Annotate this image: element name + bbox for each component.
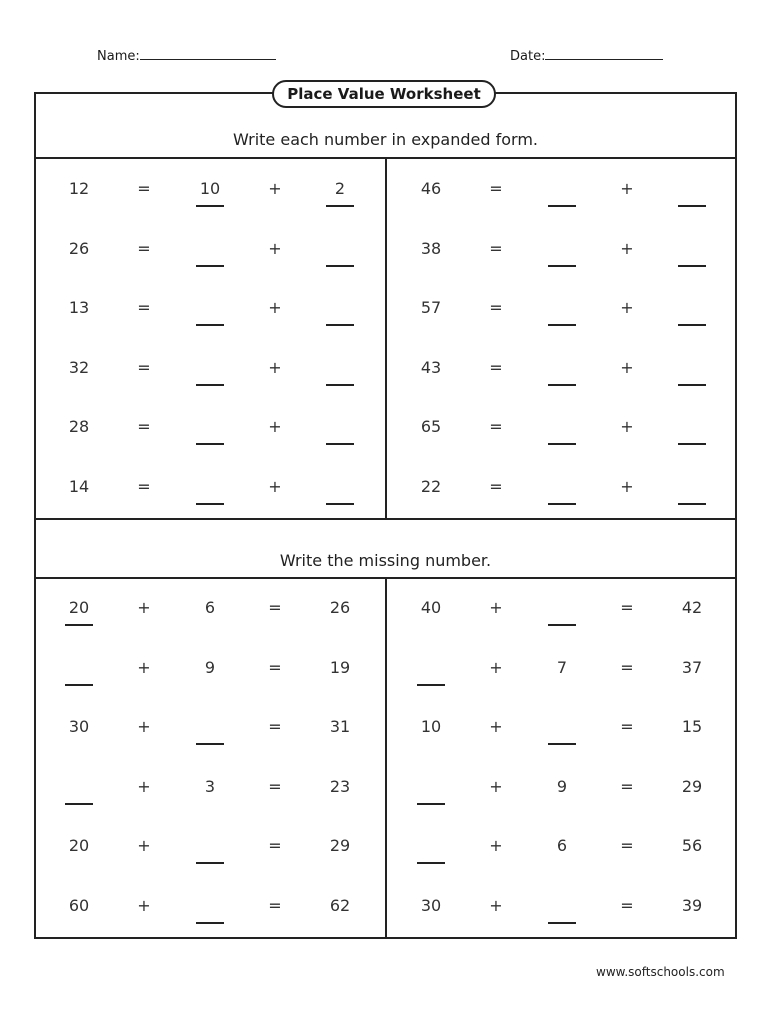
addend-first: 20: [68, 836, 90, 855]
equals-sign: =: [620, 657, 634, 677]
missing-number-row: [0, 836, 768, 876]
expanded-form-row: [0, 358, 768, 398]
equals-sign: =: [620, 717, 634, 736]
expanded-form-row: [0, 239, 768, 279]
equals-sign: =: [137, 476, 151, 496]
number-value: 57: [420, 298, 442, 317]
sum-value: 31: [329, 717, 351, 736]
plus-sign: +: [489, 836, 503, 855]
number-value: 38: [420, 238, 442, 258]
addend-first: 40: [420, 598, 442, 617]
equals-sign: =: [489, 238, 503, 258]
plus-sign: +: [268, 179, 282, 198]
date-field: [510, 46, 663, 64]
answer-blank[interactable]: [548, 503, 576, 505]
answer-blank[interactable]: [548, 624, 576, 626]
answer-blank[interactable]: [548, 205, 576, 207]
equals-sign: =: [620, 598, 634, 617]
equals-sign: =: [268, 717, 282, 736]
plus-sign: +: [137, 895, 151, 915]
equals-sign: =: [137, 238, 151, 258]
expanded-form-row: [0, 179, 768, 219]
addend-second: 3: [204, 776, 216, 796]
name-field: [97, 46, 276, 64]
addend-second: 6: [556, 836, 568, 855]
plus-sign: +: [137, 717, 151, 736]
answer-blank[interactable]: [548, 743, 576, 745]
sum-value: 42: [681, 598, 703, 617]
number-value: 32: [68, 357, 90, 377]
answer-blank[interactable]: [548, 384, 576, 386]
sum-value: 56: [681, 836, 703, 855]
equals-sign: =: [268, 836, 282, 855]
plus-sign: +: [620, 417, 634, 436]
date-label: Date:: [510, 49, 546, 64]
sum-value: 29: [329, 836, 351, 855]
expanded-form-row: [0, 477, 768, 517]
divider-line: [34, 518, 737, 520]
plus-sign: +: [489, 895, 503, 915]
ones-answer: 2: [334, 179, 346, 198]
plus-sign: +: [620, 357, 634, 377]
number-value: 13: [68, 298, 90, 317]
equals-sign: =: [489, 298, 503, 317]
answer-blank[interactable]: [417, 862, 445, 864]
equals-sign: =: [620, 895, 634, 915]
section2-instruction: Write the missing number.: [279, 551, 492, 570]
source-url: www.softschools.com: [596, 965, 725, 979]
date-line[interactable]: [545, 46, 663, 60]
sum-value: 26: [329, 598, 351, 617]
section1-instruction: Write each number in expanded form.: [233, 130, 538, 149]
equals-sign: =: [489, 417, 503, 436]
answer-blank[interactable]: [678, 205, 706, 207]
answer-blank[interactable]: [548, 265, 576, 267]
sum-value: 39: [681, 895, 703, 915]
answer-blank[interactable]: [548, 443, 576, 445]
sum-value: 19: [329, 657, 351, 677]
plus-sign: +: [620, 476, 634, 496]
answer-blank[interactable]: [678, 443, 706, 445]
number-value: 46: [420, 179, 442, 198]
plus-sign: +: [137, 836, 151, 855]
plus-sign: +: [268, 476, 282, 496]
number-value: 12: [68, 179, 90, 198]
plus-sign: +: [137, 598, 151, 617]
answer-blank[interactable]: [678, 265, 706, 267]
plus-sign: +: [489, 598, 503, 617]
plus-sign: +: [268, 357, 282, 377]
addend-first: 10: [420, 717, 442, 736]
answer-blank[interactable]: [678, 503, 706, 505]
number-value: 26: [68, 238, 90, 258]
plus-sign: +: [489, 776, 503, 796]
expanded-form-row: [0, 417, 768, 457]
sum-value: 62: [329, 895, 351, 915]
missing-number-row: [0, 896, 768, 936]
worksheet-title: Place Value Worksheet: [272, 80, 496, 108]
plus-sign: +: [137, 657, 151, 677]
addend-second: 6: [204, 598, 216, 617]
number-value: 14: [68, 476, 90, 496]
addend-first: 30: [68, 717, 90, 736]
sum-value: 29: [681, 776, 703, 796]
answer-blank[interactable]: [678, 324, 706, 326]
addend-second: 7: [556, 657, 568, 677]
plus-sign: +: [268, 238, 282, 258]
equals-sign: =: [268, 895, 282, 915]
answer-blank[interactable]: [417, 684, 445, 686]
addend-first: 20: [68, 598, 90, 617]
equals-sign: =: [268, 776, 282, 796]
addend-second: 9: [204, 657, 216, 677]
sum-value: 37: [681, 657, 703, 677]
plus-sign: +: [620, 298, 634, 317]
plus-sign: +: [137, 776, 151, 796]
plus-sign: +: [489, 717, 503, 736]
answer-blank[interactable]: [678, 384, 706, 386]
answer-blank[interactable]: [548, 922, 576, 924]
number-value: 28: [68, 417, 90, 436]
answer-blank[interactable]: [417, 803, 445, 805]
equals-sign: =: [137, 417, 151, 436]
equals-sign: =: [137, 179, 151, 198]
plus-sign: +: [489, 657, 503, 677]
addend-second: 9: [556, 776, 568, 796]
number-value: 65: [420, 417, 442, 436]
missing-number-row: [0, 717, 768, 757]
expanded-form-row: [0, 298, 768, 338]
sum-value: 15: [681, 717, 703, 736]
equals-sign: =: [137, 357, 151, 377]
missing-number-row: [0, 598, 768, 638]
plus-sign: +: [620, 179, 634, 198]
plus-sign: +: [268, 417, 282, 436]
plus-sign: +: [268, 298, 282, 317]
sum-value: 23: [329, 776, 351, 796]
equals-sign: =: [268, 657, 282, 677]
missing-number-row: [0, 777, 768, 817]
equals-sign: =: [489, 357, 503, 377]
number-value: 43: [420, 357, 442, 377]
answer-blank[interactable]: [548, 324, 576, 326]
equals-sign: =: [489, 476, 503, 496]
addend-first: 60: [68, 895, 90, 915]
number-value: 22: [420, 476, 442, 496]
name-line[interactable]: [140, 46, 276, 60]
addend-first: 30: [420, 895, 442, 915]
name-label: Name:: [97, 49, 140, 64]
tens-answer: 10: [199, 179, 221, 198]
plus-sign: +: [620, 238, 634, 258]
equals-sign: =: [620, 836, 634, 855]
equals-sign: =: [137, 298, 151, 317]
missing-number-row: [0, 658, 768, 698]
equals-sign: =: [489, 179, 503, 198]
equals-sign: =: [268, 598, 282, 617]
equals-sign: =: [620, 776, 634, 796]
